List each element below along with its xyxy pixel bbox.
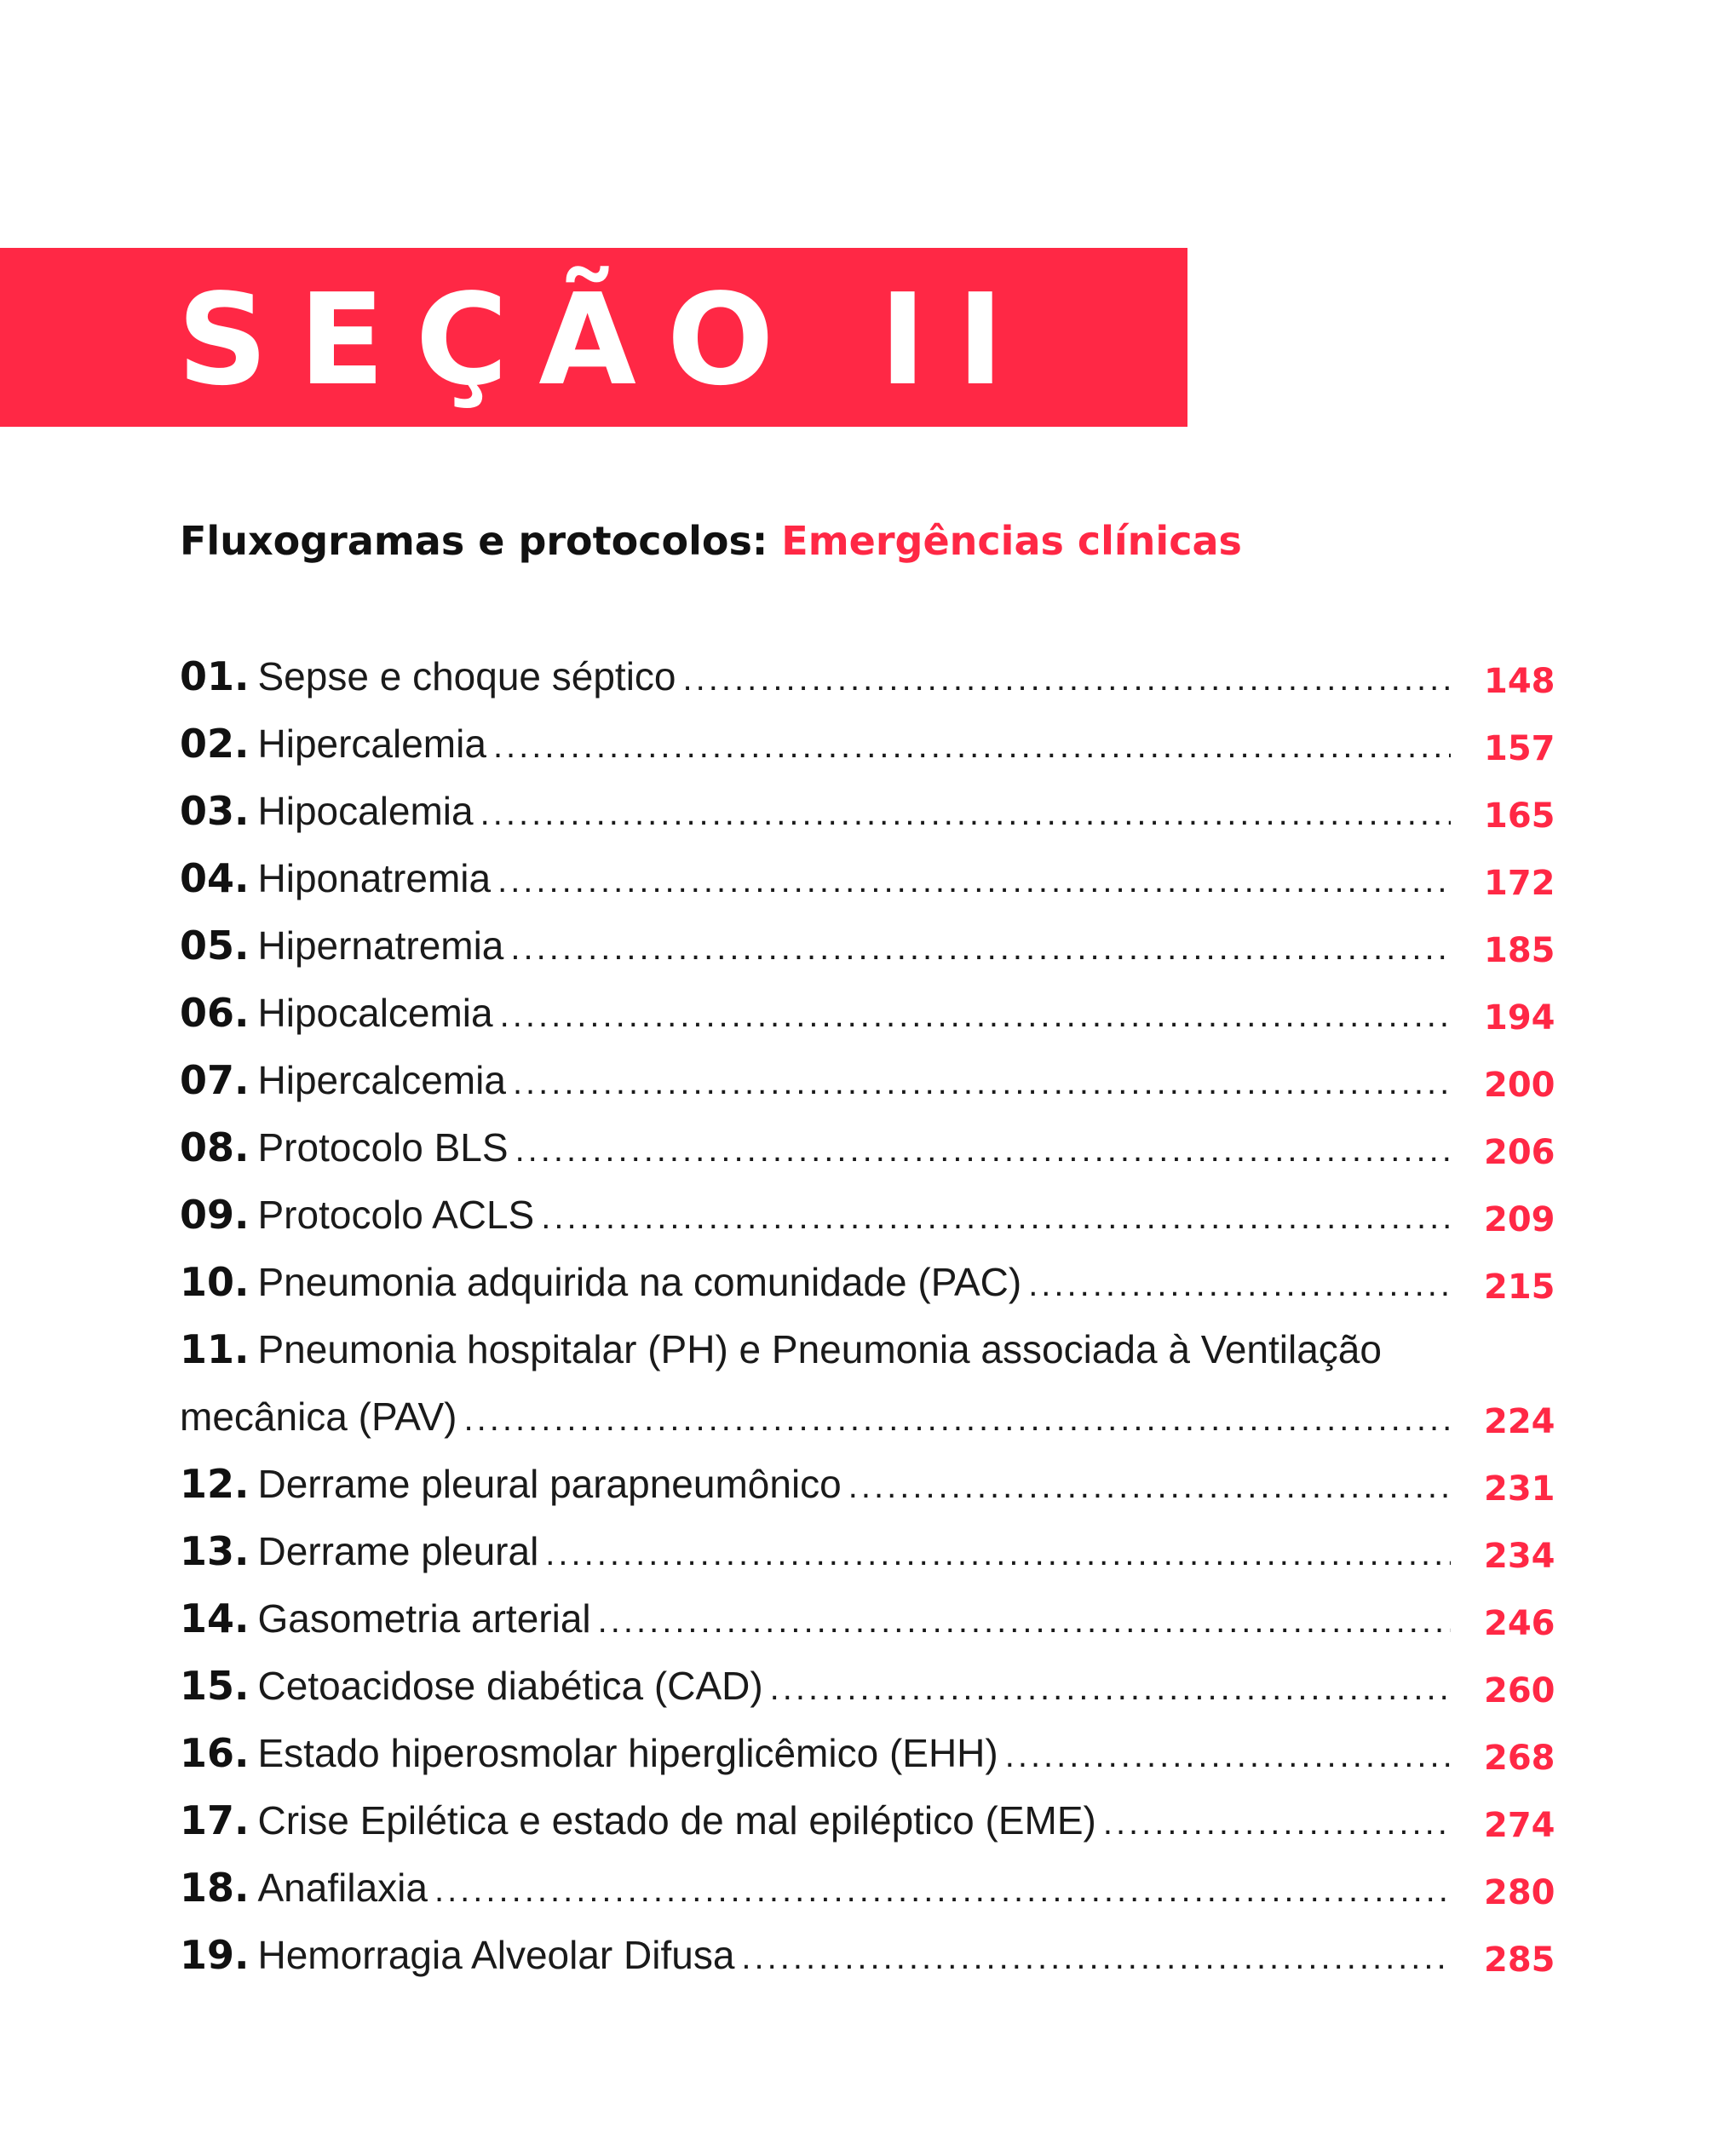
dot-leader: [515, 1117, 1451, 1184]
toc-entry[interactable]: [180, 710, 1577, 778]
toc-entry[interactable]: [180, 1181, 1577, 1249]
toc-number: 09.: [180, 1192, 250, 1238]
toc-entry[interactable]: [180, 1585, 1577, 1653]
toc-page-number: 206: [1484, 1133, 1555, 1172]
toc-page-number: 246: [1484, 1604, 1555, 1643]
toc-number: 04.: [180, 855, 250, 901]
toc-title: Hipernatremia: [257, 923, 504, 968]
toc-title: Estado hiperosmolar hiperglicêmico (EHH): [257, 1731, 998, 1775]
toc-page-number: 268: [1484, 1739, 1555, 1778]
toc-entry[interactable]: [180, 1787, 1577, 1854]
toc-entry[interactable]: [180, 1114, 1577, 1181]
dot-leader: [480, 780, 1451, 848]
toc-title: Sepse e choque séptico: [257, 654, 676, 699]
dot-leader: [464, 1386, 1451, 1453]
toc-entry[interactable]: [180, 1047, 1577, 1114]
toc-number: 05.: [180, 923, 250, 969]
toc-page-number: 194: [1484, 998, 1555, 1038]
toc-page-number: 165: [1484, 796, 1555, 836]
dot-leader: [741, 1924, 1451, 1992]
toc-page-number: 234: [1484, 1537, 1555, 1576]
toc-line: [180, 845, 1451, 912]
toc-line: [180, 1585, 1451, 1653]
toc-number: 07.: [180, 1057, 250, 1103]
toc-title: Protocolo ACLS: [257, 1193, 535, 1237]
toc-page-number: 148: [1484, 662, 1555, 701]
toc-number: 12.: [180, 1461, 250, 1507]
toc-number: 14.: [180, 1595, 250, 1641]
toc-page-number: 200: [1484, 1066, 1555, 1105]
dot-leader: [497, 848, 1451, 915]
dot-leader: [770, 1655, 1451, 1722]
toc-entry[interactable]: [180, 1854, 1577, 1922]
dot-leader: [598, 1588, 1451, 1655]
toc-page-number: 285: [1484, 1940, 1555, 1980]
toc-line: [180, 1383, 1451, 1451]
toc-page-number: 185: [1484, 931, 1555, 970]
toc-line: [180, 912, 1451, 980]
toc-entry[interactable]: [180, 1653, 1577, 1720]
toc-title: Hipercalemia: [257, 722, 486, 766]
dot-leader: [1103, 1790, 1451, 1857]
toc-page-number: 274: [1484, 1806, 1555, 1845]
toc-title: Pneumonia hospitalar (PH) e Pneumonia associada à Ventilação: [257, 1327, 1382, 1371]
toc-number: 08.: [180, 1124, 250, 1170]
toc-number: 01.: [180, 653, 250, 699]
toc-line: [180, 1451, 1451, 1518]
toc-entry[interactable]: [180, 1518, 1577, 1585]
toc-entry[interactable]: [180, 643, 1577, 710]
toc-entry[interactable]: [180, 1249, 1577, 1316]
toc-line: [180, 1653, 1451, 1720]
subtitle-lead: Fluxogramas e protocolos:: [180, 518, 768, 564]
section-title: SEÇÃO II: [177, 267, 1035, 413]
toc-number: 18.: [180, 1865, 250, 1911]
table-of-contents: [180, 643, 1577, 1989]
toc-entry[interactable]: [180, 1720, 1577, 1787]
toc-title: Hipercalcemia: [257, 1058, 506, 1102]
toc-line: [180, 1720, 1451, 1787]
dot-leader: [1005, 1722, 1451, 1790]
toc-number: 15.: [180, 1663, 250, 1709]
toc-title: Derrame pleural: [257, 1529, 539, 1573]
toc-line: [180, 980, 1451, 1047]
dot-leader: [541, 1184, 1451, 1251]
toc-line: [180, 1047, 1451, 1114]
dot-leader: [848, 1453, 1451, 1521]
toc-page-number: 280: [1484, 1873, 1555, 1912]
dot-leader: [545, 1521, 1451, 1588]
toc-entry[interactable]: [180, 778, 1577, 845]
toc-title: Hiponatremia: [257, 856, 492, 900]
toc-number: 11.: [180, 1326, 250, 1372]
toc-page-number: 172: [1484, 864, 1555, 903]
toc-title-continuation: mecânica (PAV): [180, 1394, 457, 1439]
dot-leader: [510, 915, 1451, 982]
toc-line: [180, 1249, 1451, 1316]
dot-leader: [500, 982, 1451, 1049]
toc-line: [180, 1316, 1451, 1383]
toc-line: [180, 1854, 1451, 1922]
toc-page-number: 215: [1484, 1268, 1555, 1307]
dot-leader: [1028, 1251, 1451, 1319]
subtitle-accent: Emergências clínicas: [781, 518, 1242, 564]
toc-entry[interactable]: [180, 1451, 1577, 1518]
toc-title: Protocolo BLS: [257, 1125, 509, 1170]
toc-title: Derrame pleural parapneumônico: [257, 1462, 842, 1506]
toc-line: [180, 710, 1451, 778]
toc-title: Hipocalcemia: [257, 991, 493, 1035]
toc-page-number: 231: [1484, 1469, 1555, 1509]
toc-line: [180, 643, 1451, 710]
toc-page-number: 224: [1484, 1402, 1555, 1441]
toc-entry[interactable]: [180, 1922, 1577, 1989]
section-subtitle: [180, 511, 1242, 571]
toc-title: Hipocalemia: [257, 789, 474, 833]
toc-title: Cetoacidose diabética (CAD): [257, 1664, 763, 1708]
dot-leader: [493, 713, 1451, 780]
toc-line: [180, 1787, 1451, 1854]
toc-line: [180, 1181, 1451, 1249]
toc-title: Hemorragia Alveolar Difusa: [257, 1933, 735, 1977]
toc-title: Gasometria arterial: [257, 1596, 591, 1641]
toc-entry[interactable]: [180, 912, 1577, 980]
toc-page-number: 260: [1484, 1671, 1555, 1710]
toc-line: [180, 1114, 1451, 1181]
toc-title: Anafilaxia: [257, 1866, 428, 1910]
toc-number: 16.: [180, 1730, 250, 1776]
dot-leader: [683, 646, 1451, 713]
toc-line: [180, 1922, 1451, 1989]
toc-number: 13.: [180, 1528, 250, 1574]
toc-number: 02.: [180, 721, 250, 767]
toc-entry[interactable]: [180, 845, 1577, 912]
toc-number: 17.: [180, 1797, 250, 1843]
toc-page-number: 157: [1484, 729, 1555, 768]
toc-entry[interactable]: [180, 980, 1577, 1047]
toc-number: 03.: [180, 788, 250, 834]
toc-entry[interactable]: [180, 1316, 1577, 1451]
toc-title: Crise Epilética e estado de mal epiléptico (EME): [257, 1798, 1096, 1843]
toc-line: [180, 778, 1451, 845]
toc-number: 19.: [180, 1932, 250, 1978]
toc-line: [180, 1518, 1451, 1585]
section-banner: [0, 248, 1187, 427]
toc-page-number: 209: [1484, 1200, 1555, 1239]
toc-number: 06.: [180, 990, 250, 1036]
dot-leader: [513, 1049, 1451, 1117]
toc-title: Pneumonia adquirida na comunidade (PAC): [257, 1260, 1022, 1304]
toc-number: 10.: [180, 1259, 250, 1305]
dot-leader: [434, 1857, 1451, 1924]
